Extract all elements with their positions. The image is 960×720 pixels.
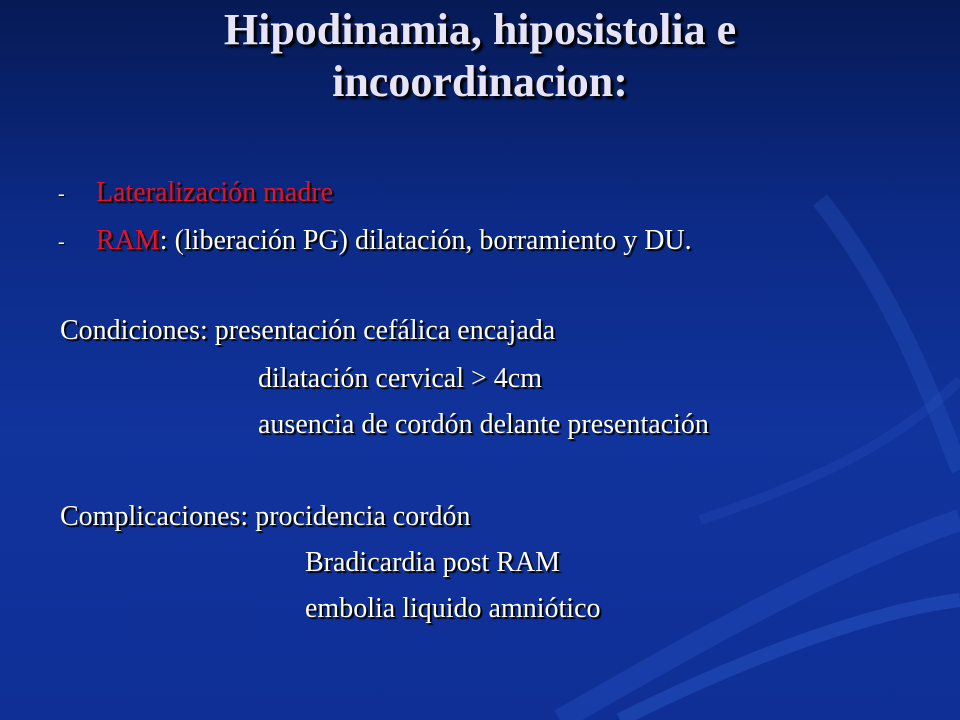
bullet-ram-text: : (liberación PG) dilatación, borramiento y DU.: [159, 225, 692, 256]
complicaciones-item-3: embolia liquido amniótico: [305, 593, 601, 624]
condiciones-label: Condiciones:: [60, 315, 208, 346]
slide-title-line-1: Hipodinamia, hiposistolia e: [223, 5, 737, 54]
bullet-marker-1: -: [58, 183, 65, 205]
slide-title: [0, 4, 960, 108]
bullet-ram: [96, 224, 692, 258]
condiciones-item-1: presentación cefálica encajada: [214, 315, 556, 346]
bullet-ram-red-text: RAM: [96, 225, 160, 256]
slide-title-line-2: incoordinacion:: [332, 57, 628, 106]
condiciones-row-1: [60, 314, 555, 348]
complicaciones-row-1: [60, 500, 471, 534]
complicaciones-item-1: procidencia cordón: [255, 501, 471, 532]
condiciones-item-3: ausencia de cordón delante presentación: [258, 409, 709, 440]
bullet-lateralizacion-red-text: Lateralización madre: [96, 177, 334, 208]
bullet-marker-2: -: [58, 231, 65, 253]
condiciones-item-2: dilatación cervical > 4cm: [258, 363, 542, 394]
complicaciones-item-2: Bradicardia post RAM: [305, 547, 561, 578]
bullet-lateralizacion: [96, 176, 333, 210]
complicaciones-label: Complicaciones:: [60, 501, 249, 532]
